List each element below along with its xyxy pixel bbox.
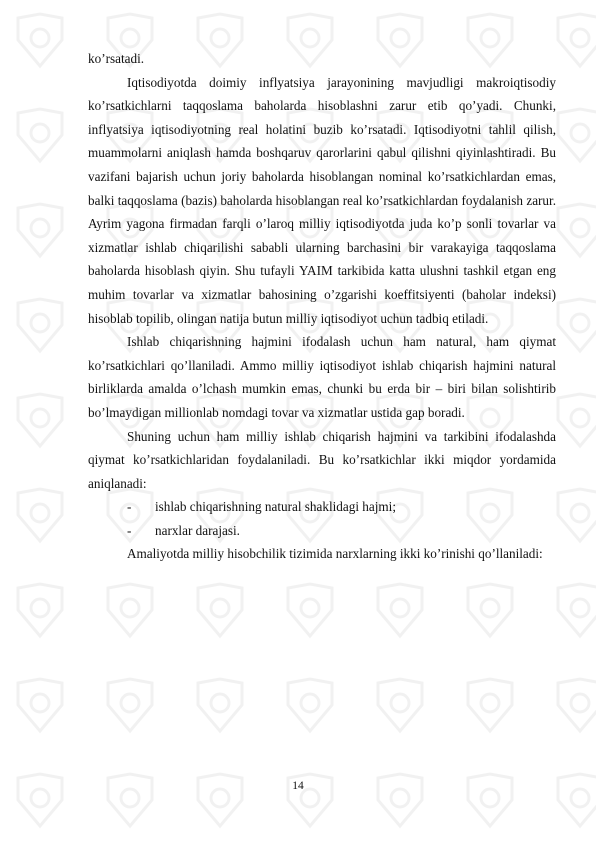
watermark-tile: [100, 675, 160, 735]
watermark-tile: [550, 295, 596, 355]
page-number: 14: [292, 780, 304, 792]
watermark-tile: [550, 10, 596, 70]
watermark-tile: [370, 580, 430, 640]
list-dash: -: [127, 522, 132, 538]
watermark-tile: [280, 770, 340, 830]
paragraph-price-types: Amaliyotda milliy hisobchilik tizimida narxlarning ikki ko’rinishi qo’llaniladi:: [127, 546, 543, 562]
watermark-tile: [190, 675, 250, 735]
watermark-tile: [190, 580, 250, 640]
paragraph-value-indicators: Shuning uchun ham milliy ishlab chiqarish hajmini va tarkibini ifodalashda qiymat ko’rsatkichlaridan foydalaniladi. Bu ko’rsatkichlar ikki miqdor yordamida aniqlanadi:: [88, 428, 556, 491]
watermark-tile: [10, 770, 70, 830]
watermark-tile: [10, 105, 70, 165]
watermark-tile: [550, 200, 596, 260]
watermark-tile: [370, 675, 430, 735]
watermark-tile: [10, 200, 70, 260]
watermark-tile: [100, 770, 160, 830]
paragraph-inflation: Iqtisodiyotda doimiy inflyatsiya jarayonining mavjudligi makroiqtisodiy ko’rsatkichlarni taqqoslama baholarda hisoblashni zarur etib qo’yadi. Chunki, inflyatsiya iqtisodiyotning real holatini buzib ko’rsatadi. Iqtisodiyotni tahlil qilish, muammolarni aniqlash hamda boshqaruv qarorlarini qabul qilishni qiyinlashtiradi. Bu vazifani bajarish uchun joriy baholarda hisoblangan nominal ko’rsatkichlardan emas, balki taqqoslama (bazis) baholarda hisoblangan real ko’rsatkichlardan foydalanish zarur. Ayrim yagona firmadan farqli o’laroq milliy iqtisodiyotda juda ko’p sonli tovarlar va xizmatlar ishlab chiqarilishi sababli ularning barchasini bir varakayiga taqqoslama baholarda hisoblash qiyin. Shu tufayli YAIM tarkibida katta ulushni tashkil etgan eng muhim tovarlar va xizmatlar bahosining o’zgarishi koeffitsiyenti (baholar indeksi) hisoblab topilib, olingan natija butun milliy iqtisodiyot uchun tadbiq etiladi.: [88, 74, 556, 326]
watermark-tile: [280, 580, 340, 640]
watermark-tile: [100, 580, 160, 640]
watermark-tile: [460, 675, 520, 735]
watermark-tile: [550, 580, 596, 640]
watermark-tile: [550, 675, 596, 735]
list-dash: -: [127, 499, 132, 515]
list-item: [88, 495, 556, 519]
watermark-tile: [550, 390, 596, 450]
paragraph-continuation: ko’rsatadi.: [88, 51, 145, 66]
watermark-tile: [10, 580, 70, 640]
watermark-tile: [10, 485, 70, 545]
watermark-tile: [460, 770, 520, 830]
watermark-tile: [460, 580, 520, 640]
watermark-tile: [10, 295, 70, 355]
paragraph-production-volume: Ishlab chiqarishning hajmini ifodalash uchun ham natural, ham qiymat ko’rsatkichlari qo’llaniladi. Ammo milliy iqtisodiyot ishlab chiqarish hajmini natural birliklarda amalda o’lchash mumkin emas, chunki bu erda bir – biri bilan solishtirib bo’lmaydigan millionlab nomdagi tovar va xizmatlar ustida gap boradi.: [88, 334, 556, 420]
watermark-tile: [370, 770, 430, 830]
watermark-tile: [10, 675, 70, 735]
watermark-tile: [550, 105, 596, 165]
watermark-tile: [190, 770, 250, 830]
document-body: [88, 47, 556, 566]
list-item-text: narxlar darajasi.: [155, 522, 240, 538]
watermark-tile: [550, 770, 596, 830]
watermark-tile: [10, 390, 70, 450]
list-item-text: ishlab chiqarishning natural shaklidagi hajmi;: [155, 499, 396, 515]
watermark-tile: [10, 10, 70, 70]
watermark-tile: [550, 485, 596, 545]
watermark-tile: [280, 675, 340, 735]
list-item: [88, 519, 556, 543]
